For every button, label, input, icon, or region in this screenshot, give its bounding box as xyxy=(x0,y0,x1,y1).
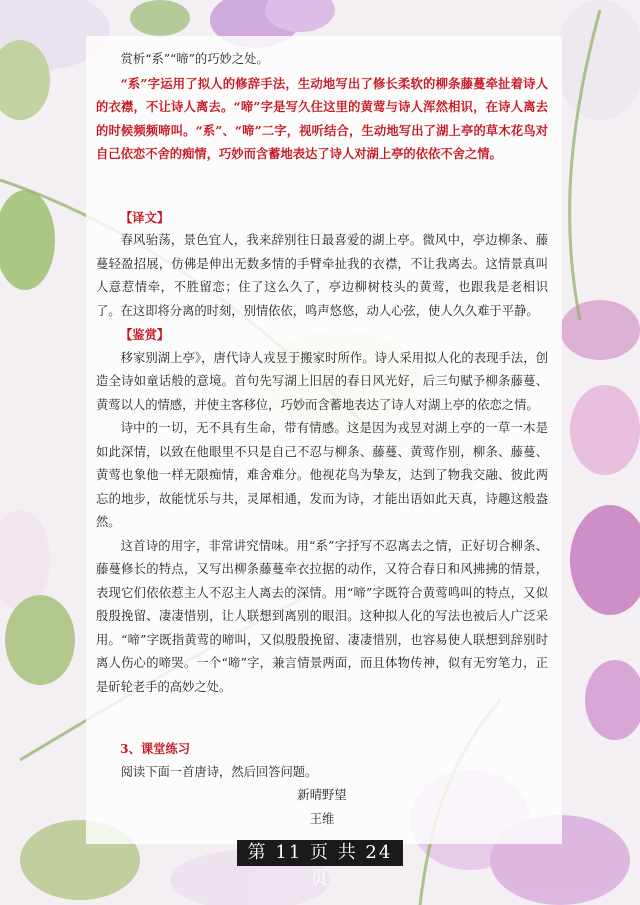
appreciation-paragraph: 移家别湖上亭》，唐代诗人戎昱于搬家时所作。诗人采用拟人化的表现手法，创造全诗如童话般的意境。首句先写湖上旧居的春日风光好，后三句赋予柳条藤蔓、黄莺以人的情感，并使主客移位，巧妙而含蓄地表达了诗人对湖上亭的依恋之情。 xyxy=(96,350,548,412)
translation-text: 春风骀荡，景色宜人，我来辞别往日最喜爱的湖上亭。微风中，亭边柳条、藤蔓轻盈招展，仿佛是伸出无数多情的手臂牵扯我的衣襟，不让我离去。这情景真叫人意惹情牵，不胜留恋；住了这么久了，亭边柳树枝头的黄莺，也跟我是老相识了。在这即将分离的时刻，别情依依，鸣声悠悠，动人心弦，使人久久难于平静。 xyxy=(96,233,548,318)
exercise-heading: 3、课堂练习 xyxy=(120,741,191,756)
translation-heading: 【译文】 xyxy=(120,209,170,225)
appreciation-heading: 【鉴赏】 xyxy=(120,327,170,342)
appreciation-paragraph: 诗中的一切，无不具有生命，带有情感。这是因为戎昱对湖上亭的一草一木是如此深情，以致在他眼里不只是自己不忍与柳条、藤蔓、黄莺作别，柳条、藤蔓、黄莺也象他一样无限痴情，难舍难分。他视花鸟为挚友，达到了物我交融、彼此两忘的地步，故能忧乐与共，灵犀相通，发而为诗，才能出语如此天真，诗趣这般盎然。 xyxy=(96,421,548,529)
document-body xyxy=(96,48,548,831)
exercise-instruction: 阅读下面一首唐诗，然后回答问题。 xyxy=(120,764,318,779)
poem-author: 王维 xyxy=(309,811,335,826)
spacer xyxy=(96,166,548,206)
analysis-question: 赏析“系”“啼”的巧妙之处。 xyxy=(120,52,269,66)
appreciation-paragraph: 这首诗的用字，非常讲究情味。用“系”字抒写不忍离去之情，正好切合柳条、藤蔓修长的特点，又写出柳条藤蔓牵衣拉据的动作，又符合春日和风拂拂的情景，表现它们依依惹主人不忍主人离去的深情。用“啼”字既符合黄莺鸣叫的特点，又似殷殷挽留、凄凄惜别，让人联想到离别的眼泪。这种拟人化的写法也被后人广泛采用。“啼”字既指黄莺的啼叫，又似殷殷挽留、凄凄惜别，也容易使人联想到辞别时离人伤心的啼哭。一个“啼”字，兼言情景两面，而且体物传神，似有无穷笔力，正是斫轮老手的高妙之处。 xyxy=(96,538,548,694)
poem-title: 新晴野望 xyxy=(297,788,347,802)
spacer xyxy=(96,699,548,737)
page-number: 第 11 页 共 24 页 xyxy=(237,840,403,866)
analysis-answer: “系”字运用了拟人的修辞手法，生动地写出了修长柔软的柳条藤蔓牵扯着诗人的衣襟，不让诗人离去。“啼”字是写久住这里的黄莺与诗人浑然相识，在诗人离去的时候频频啼叫。“系”、“啼”二字，视听结合，生动地写出了湖上亭的草木花鸟对自己依恋不舍的痴情，巧妙而含蓄地表达了诗人对湖上亭的依依不舍之情。 xyxy=(96,75,548,161)
